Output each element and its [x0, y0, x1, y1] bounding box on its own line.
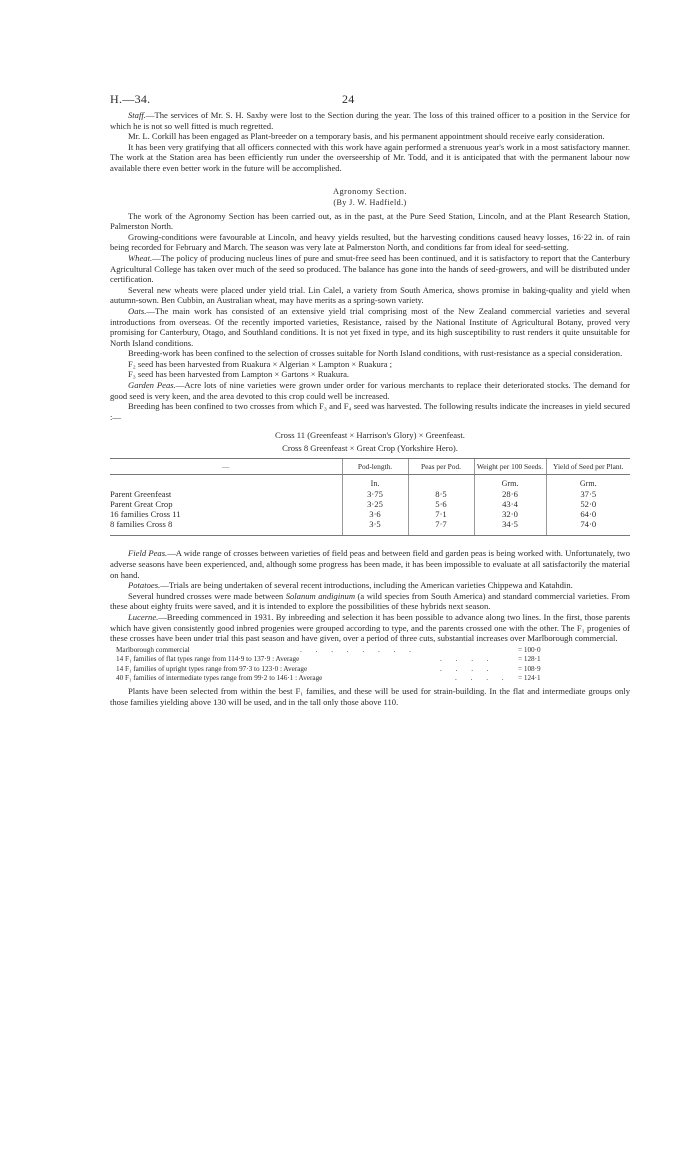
wheat-paragraph-2: Several new wheats were placed under yield trial. Lin Calel, a variety from South America, shows promise in baking-quality and yield when autumn-sown. Ben Cubbin, an Australian wheat, may have merits as a spring-sown variety. [110, 284, 630, 306]
oats-paragraph: Oats.—The main work has consisted of an extensive yield trial comprising most of the New Zealand commercial varieties and several introductions from overseas. Of the recently imported varieties, Resistance, raised by the National Institute of Agricultural Botany, proved very promising for Canterbury, Otago, and Southland conditions. It is not yet fixed in type, and its high susceptibility to rust renders it quite unsuitable for North Island conditions. [110, 305, 630, 348]
staff-paragraph-1: Staff.—The services of Mr. S. H. Saxby were lost to the Section during the year. The loss of this trained officer to a position in the Service for which he is not so well fitted is much regretted. [110, 110, 630, 131]
section-title: Agronomy Section. [332, 186, 408, 196]
staff-paragraph-3: It has been very gratifying that all officers connected with this work have again performed a strenuous year's work in a most satisfactory manner. The work at the Station area has been efficiently run under the overseership of Mr. Todd, and it is anticipated that with the permanent labour now available there even better work in the future will be accomplished. [110, 141, 630, 173]
column-header: Yield of Seed per Plant. [546, 459, 630, 475]
agronomy-intro: The work of the Agronomy Section has been carried out, as in the past, at the Pure Seed Station, Lincoln, and at the Plant Research Station, Palmerston North. [110, 210, 630, 232]
section-author: (By J. W. Hadfield.) [333, 197, 407, 207]
lucerne-paragraph: Lucerne.—Breeding commenced in 1931. By inbreeding and selection it has been possible to advance along two lines. In the first, those parents which have given consistently good inbred progenies were grouped according to type, and the parents crossed one with the other. The F₁ progenies of these crosses have been under trial this past season and have given, over a period of three cuts, substantial increases over Marlborough commercial. [110, 612, 630, 644]
table-row: 8 families Cross 8 3·5 7·7 34·5 74·0 [110, 519, 630, 536]
potatoes-paragraph: Potatoes.—Trials are being undertaken of several recent introductions, including the American varieties Chippewa and Katahdin. [128, 580, 573, 591]
table-units-row: In. Grm. Grm. [110, 475, 630, 490]
field-peas-paragraph: Field Peas.—A wide range of crosses between varieties of field peas and between field and garden peas is being worked with. Unfortunately, two adverse seasons have been experienced, and, although some progress has been made, it has been impossible to evaluate at all satisfactorily the material on hand. [110, 548, 631, 580]
page-number: 24 [342, 92, 355, 106]
garden-peas-paragraph-2: Breeding has been confined to two crosses from which F₃ and F₄ seed was harvested. The following results indicate the increases in yield secured :— [110, 401, 630, 422]
report-reference: H.—34. [110, 92, 151, 106]
list-item: 14 F₁ families of upright types range from 97·3 to 123·0 : Average . . . . = 108·9 [116, 664, 541, 673]
column-header: Weight per 100 Seeds. [474, 459, 546, 475]
wheat-paragraph: Wheat.—The policy of producing nucleus lines of pure and smut-free seed has been continued, and it is satisfactory to report that the Canterbury Agricultural College has taken over much of the seed so produced. The balance has gone into the hands of seed-growers, and will be distributed under certification. [110, 252, 630, 285]
document-page [110, 92, 630, 708]
species-name: Solanum andiginum [285, 590, 356, 601]
table-row: Parent Greenfeast 3·75 8·5 28·6 37·5 [110, 489, 630, 499]
table-caption-1: Cross 11 (Greenfeast × Harrison's Glory) × Greenfeast. [275, 430, 465, 441]
growing-conditions: Growing-conditions were favourable at Lincoln, and heavy yields resulted, but the harvesting conditions caused heavy losses, 16·22 in. of rain being recorded for February and March. The season was very late at Palmerston North, and conditions far from ideal for seed-setting. [110, 231, 630, 253]
column-header: — [110, 459, 342, 475]
list-item: 40 F₁ families of intermediate types range from 99·2 to 146·1 : Average . . . . = 124·1 [116, 673, 541, 682]
list-item: Marlborough commercial . . . . . . . . = 100·0 [116, 645, 541, 654]
breeding-paragraph: Breeding-work has been confined to the selection of crosses suitable for North Island conditions, with rust-resistance as a special consideration. [128, 348, 623, 359]
garden-peas-paragraph: Garden Peas.—Acre lots of nine varieties were grown under order for various merchants to replace their deteriorated stocks. The demand for good seed is very keen, and the area devoted to this crop could well be increased. [110, 380, 630, 401]
page-header [110, 92, 630, 110]
lucerne-results [110, 646, 630, 684]
list-item: 14 F₁ families of flat types range from 114·9 to 137·9 : Average . . . . = 128·1 [116, 655, 541, 664]
f3-line: F₃ seed has been harvested from Lampton × Gartons × Ruakura. [128, 369, 350, 380]
column-header: Peas per Pod. [408, 459, 474, 475]
staff-paragraph-2: Mr. L. Corkill has been engaged as Plant-breeder on a temporary basis, and his permanent appointment should receive early consideration. [128, 131, 605, 142]
table-row: 16 families Cross 11 3·6 7·1 32·0 64·0 [110, 509, 630, 519]
lucerne-closing: Plants have been selected from within the best F₁ families, and these will be used for strain-building. In the flat and intermediate groups only those families yielding above 130 will be used, and in the tall only those above 110. [110, 686, 630, 707]
staff-lead: Staff. [128, 110, 146, 120]
table-row: Parent Great Crop 3·25 5·6 43·4 52·0 [110, 499, 630, 509]
table-caption-2: Cross 8 Greenfeast × Great Crop (Yorkshire Hero). [282, 442, 458, 453]
cross-yield-table [110, 458, 630, 536]
table-header-row [110, 459, 630, 475]
f2-line: F₂ seed has been harvested from Ruakura × Algerian × Lampton × Ruakura ; [128, 358, 393, 369]
column-header: Pod-length. [342, 459, 408, 475]
potatoes-paragraph-2: Several hundred crosses were made between Solanum andiginum (a wild species from South America) and standard commercial varieties. From these about eighty fruits were saved, and it is intended to explore the possibilities of these hybrids next season. [110, 590, 630, 612]
